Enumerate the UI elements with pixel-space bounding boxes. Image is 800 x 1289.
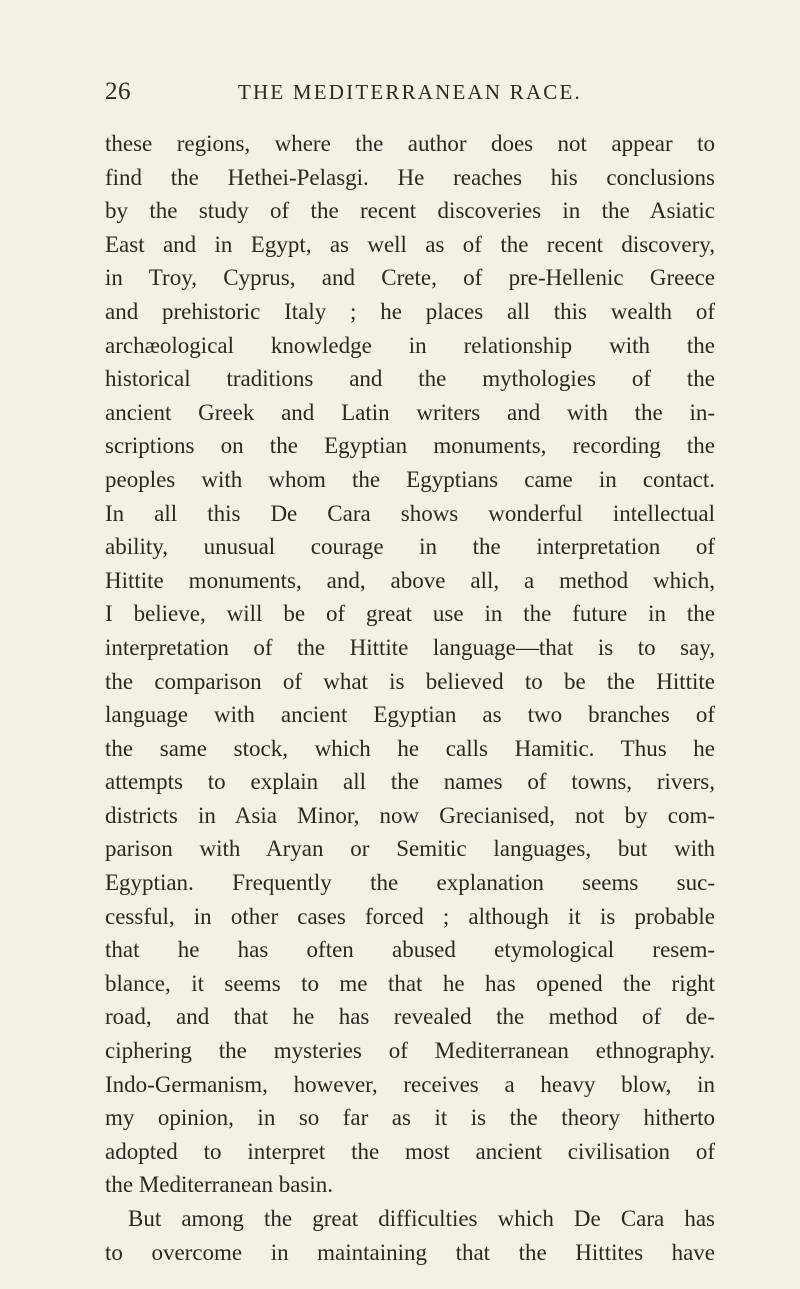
text-line: attempts to explain all the names of towns, rivers, <box>105 769 715 795</box>
text-line: But among the great difficulties which De Cara has <box>128 1206 715 1231</box>
text-line: adopted to interpret the most ancient civilisation of <box>105 1138 715 1164</box>
text-line: language with ancient Egyptian as two branches of <box>105 702 715 728</box>
text-line: these regions, where the author does not appear to <box>105 131 715 156</box>
text-line: In all this De Cara shows wonderful intellectual <box>105 500 715 526</box>
text-line: ancient Greek and Latin writers and with the in- <box>105 399 715 425</box>
text-line: that he has often abused etymological resem- <box>105 937 715 963</box>
text-line: cessful, in other cases forced ; although it is probable <box>105 903 715 929</box>
text-line: Indo-Germanism, however, receives a heavy blow, in <box>105 1071 715 1097</box>
text-line: to overcome in maintaining that the Hittites have <box>105 1239 715 1265</box>
page-number: 26 <box>105 78 131 105</box>
body-text <box>105 127 715 1269</box>
text-line: the same stock, which he calls Hamitic. Thus he <box>105 735 715 761</box>
text-line: my opinion, in so far as it is the theory hitherto <box>105 1105 715 1131</box>
text-line: ability, unusual courage in the interpretation of <box>105 534 715 560</box>
text-line: I believe, will be of great use in the future in the <box>105 601 715 627</box>
text-line: scriptions on the Egyptian monuments, recording the <box>105 433 715 459</box>
text-line: ciphering the mysteries of Mediterranean ethnography. <box>105 1038 715 1064</box>
text-line: archæological knowledge in relationship with the <box>105 332 715 358</box>
text-line: peoples with whom the Egyptians came in contact. <box>105 466 715 492</box>
text-line: East and in Egypt, as well as of the recent discovery, <box>105 231 715 257</box>
text-line: find the Hethei-Pelasgi. He reaches his conclusions <box>105 164 715 190</box>
running-head: THE MEDITERRANEAN RACE. <box>238 80 582 104</box>
text-line: interpretation of the Hittite language—that is to say, <box>105 634 715 660</box>
text-line: the Mediterranean basin. <box>105 1172 333 1198</box>
text-line: blance, it seems to me that he has opened the right <box>105 970 715 996</box>
text-line: and prehistoric Italy ; he places all this wealth of <box>105 298 715 324</box>
text-line: in Troy, Cyprus, and Crete, of pre-Hellenic Greece <box>105 265 715 291</box>
text-line: the comparison of what is believed to be the Hittite <box>105 668 715 694</box>
text-line: districts in Asia Minor, now Grecianised, not by com- <box>105 802 715 828</box>
text-line: Egyptian. Frequently the explanation seems suc- <box>105 870 715 896</box>
text-line: Hittite monuments, and, above all, a method which, <box>105 567 715 593</box>
text-line: parison with Aryan or Semitic languages, but with <box>105 836 715 862</box>
text-line: historical traditions and the mythologies of the <box>105 366 715 392</box>
text-line: road, and that he has revealed the method of de- <box>105 1004 715 1030</box>
page-header <box>105 78 715 112</box>
text-line: by the study of the recent discoveries in the Asiatic <box>105 198 715 224</box>
